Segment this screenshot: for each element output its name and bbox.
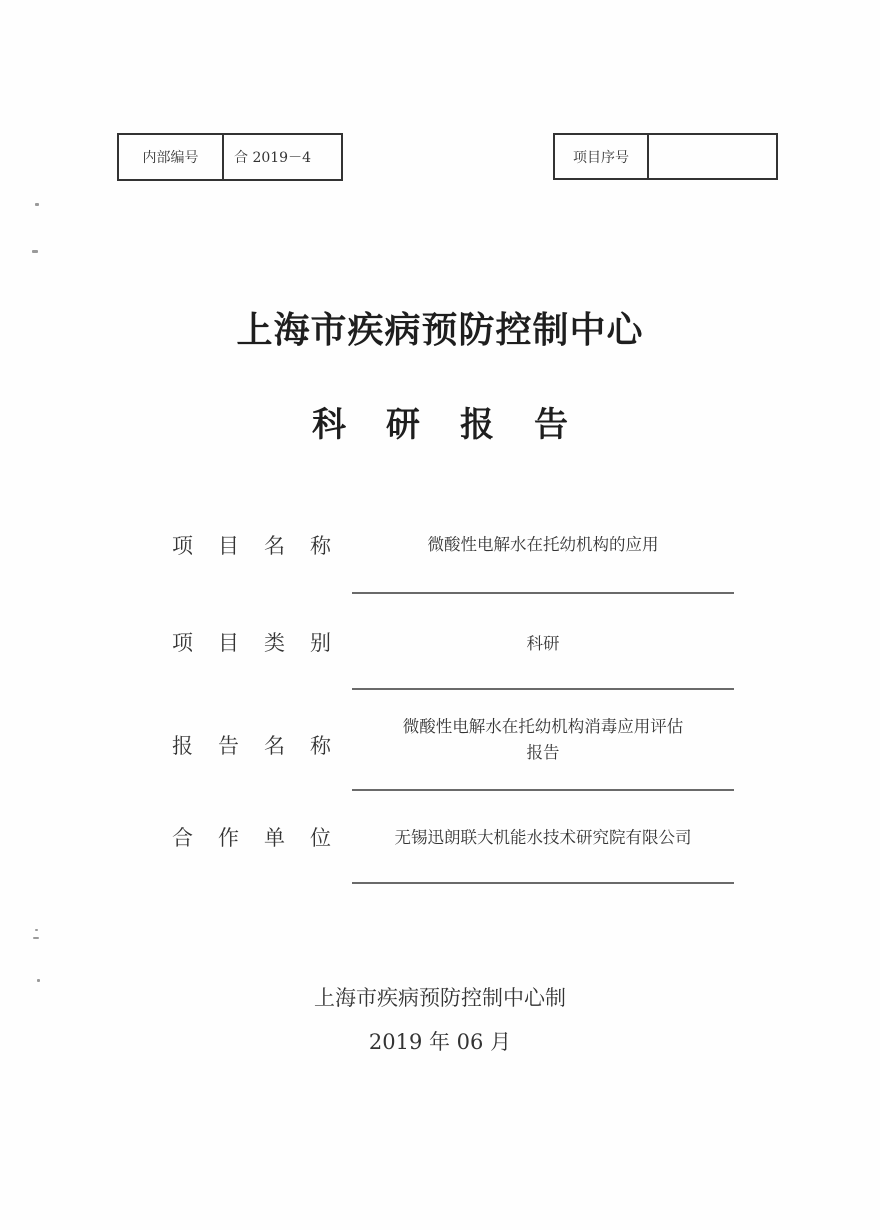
project-name-value: 微酸性电解水在托幼机构的应用 <box>427 535 659 554</box>
project-serial-label: 项目序号 <box>555 135 649 178</box>
project-serial-value <box>649 135 776 178</box>
scan-speck <box>33 937 39 939</box>
document-type-title: 科研报告 <box>312 405 608 445</box>
project-name-underline <box>352 592 734 594</box>
partner-unit-label: 合作单位 <box>172 826 356 850</box>
report-name-value-line1: 微酸性电解水在托幼机构消毒应用评估 <box>402 717 684 736</box>
partner-unit-value: 无锡迅朗联大机能水技术研究院有限公司 <box>394 828 692 847</box>
project-category-value: 科研 <box>526 634 560 653</box>
internal-number-value: 合 2019－4 <box>234 150 311 166</box>
project-name-label: 项目名称 <box>172 534 356 558</box>
report-name-value-line2: 报告 <box>526 743 560 762</box>
project-category-underline <box>352 688 734 690</box>
report-name-underline <box>352 789 734 791</box>
scan-speck <box>35 929 38 931</box>
report-name-value <box>352 714 734 766</box>
internal-number-box <box>117 133 343 181</box>
issue-date: 2019 年 06 月 <box>368 1030 512 1054</box>
report-name-label: 报告名称 <box>172 734 356 758</box>
scan-speck <box>35 203 39 206</box>
internal-number-label: 内部编号 <box>119 135 224 179</box>
project-serial-box <box>553 133 778 180</box>
project-category-label: 项目类别 <box>172 631 356 655</box>
scan-speck <box>32 250 38 253</box>
organization-title: 上海市疾病预防控制中心 <box>236 310 644 351</box>
partner-unit-underline <box>352 882 734 884</box>
issuer-text: 上海市疾病预防控制中心制 <box>314 986 566 1010</box>
